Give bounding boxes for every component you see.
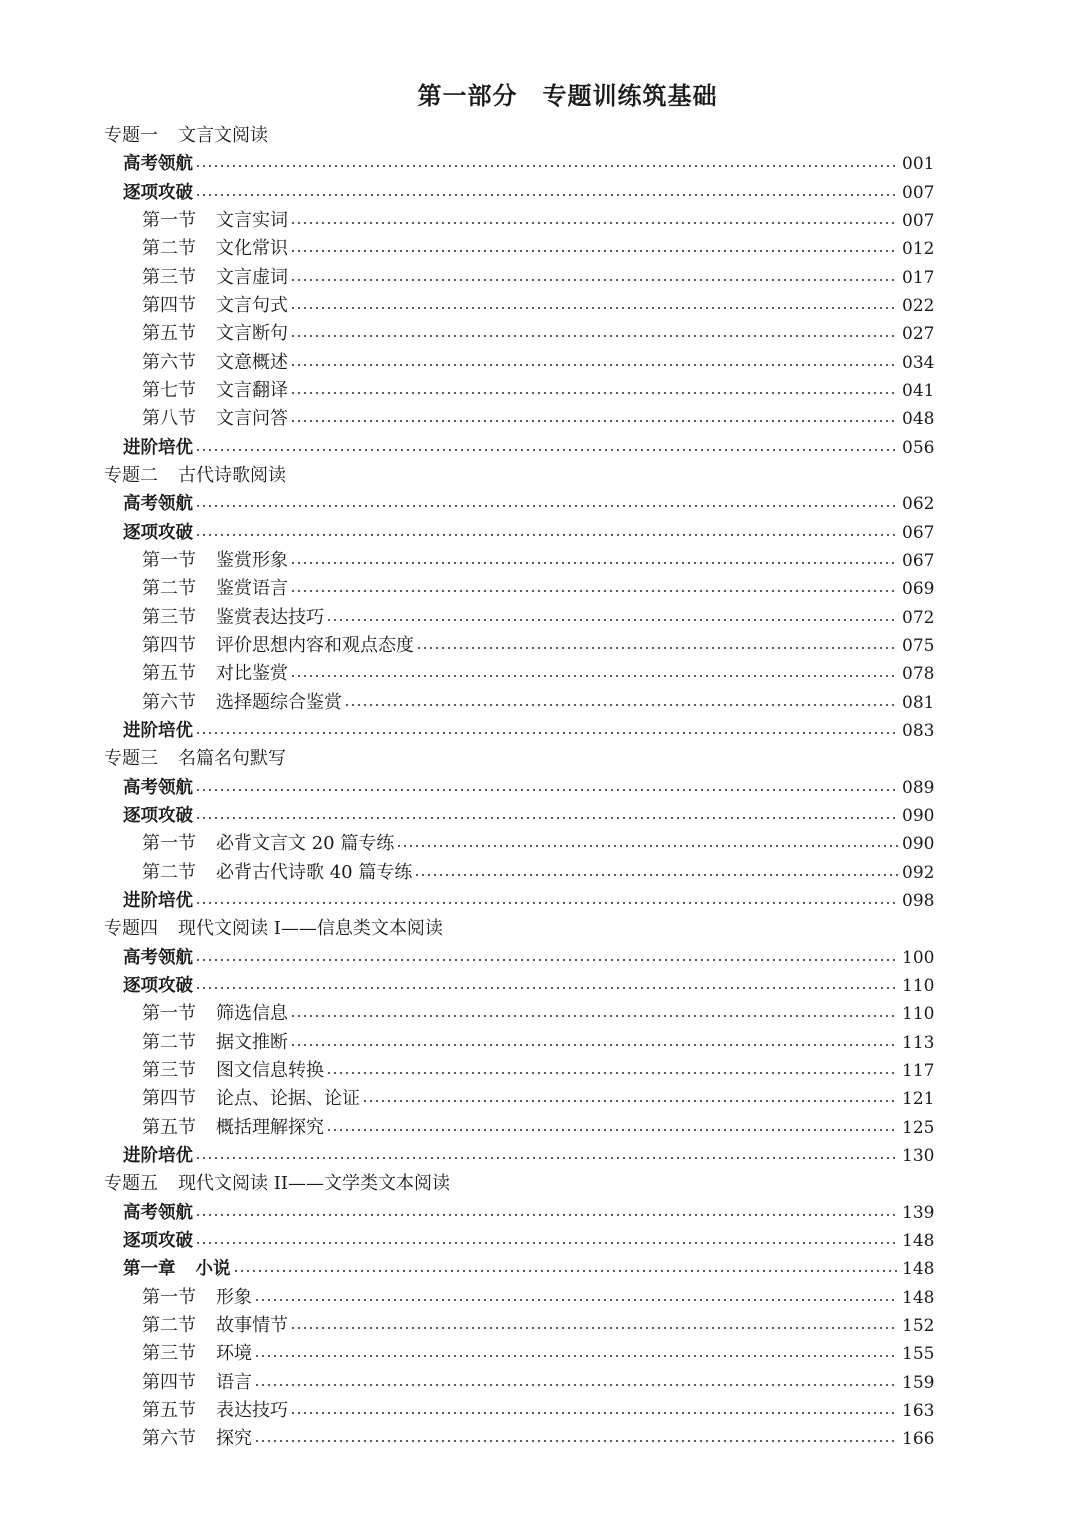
- section-heading-text: [104, 1170, 450, 1198]
- entry-label: [123, 1227, 193, 1255]
- section-number: 专题二: [104, 465, 158, 487]
- entry-title: 高考领航: [123, 154, 193, 175]
- page-number: 048: [902, 409, 935, 430]
- entry-number: 第六节: [142, 1428, 196, 1450]
- entry-label: [123, 519, 193, 547]
- page-number: 139: [902, 1202, 935, 1223]
- dot-leader: [290, 1015, 898, 1017]
- toc-entry-subsection[interactable]: [0, 1312, 1080, 1340]
- page-number: 092: [902, 862, 935, 883]
- entry-label: [123, 972, 193, 1000]
- entry-number: 第二节: [142, 1314, 196, 1336]
- entry-label: [142, 575, 288, 603]
- entry-label: [142, 320, 288, 348]
- dot-leader: [290, 1327, 898, 1329]
- entry-number: 第五节: [142, 323, 196, 345]
- entry-label: [142, 660, 288, 688]
- section-title: 现代文阅读 II——文学类文本阅读: [178, 1173, 450, 1195]
- section-number: 专题四: [104, 918, 158, 940]
- entry-label: [123, 1255, 231, 1283]
- toc-entry-subsection[interactable]: [0, 1368, 1080, 1396]
- entry-title: 进阶培优: [123, 891, 193, 912]
- entry-number: 第七节: [142, 380, 196, 402]
- entry-title: 语言: [216, 1371, 252, 1393]
- toc-entry[interactable]: [0, 490, 1080, 518]
- dot-leader: [233, 1270, 899, 1272]
- section-title: 古代诗歌阅读: [178, 465, 286, 487]
- entry-label: [123, 150, 193, 178]
- dot-leader: [414, 874, 898, 876]
- toc-section-heading[interactable]: [0, 462, 1080, 490]
- page-number: 110: [902, 976, 935, 996]
- entry-label: [142, 1085, 360, 1113]
- dot-leader: [290, 250, 898, 252]
- dot-leader: [290, 562, 898, 564]
- entry-title: 图文信息转换: [216, 1059, 324, 1081]
- entry-number: 第二节: [142, 861, 196, 883]
- toc-section-heading[interactable]: [0, 122, 1080, 150]
- entry-title: 鉴赏语言: [216, 578, 288, 600]
- page-number: 041: [902, 381, 935, 402]
- entry-label: [123, 717, 193, 745]
- entry-label: [123, 490, 193, 518]
- entry-number: 第四节: [142, 295, 196, 317]
- dot-leader: [344, 704, 898, 706]
- entry-number: 第八节: [142, 408, 196, 430]
- page-number: 056: [902, 437, 935, 458]
- dot-leader: [195, 1214, 898, 1216]
- entry-label: [123, 1142, 193, 1170]
- toc-entry-subsection[interactable]: [0, 377, 1080, 405]
- page-number: 148: [902, 1287, 935, 1308]
- dot-leader: [290, 1412, 898, 1414]
- entry-label: [142, 1284, 252, 1312]
- entry-label: [142, 235, 288, 263]
- page-number: 078: [902, 664, 935, 685]
- entry-label: [142, 405, 288, 433]
- toc-entry[interactable]: [0, 1255, 1080, 1283]
- entry-title: 鉴赏形象: [216, 550, 288, 572]
- page-number: 075: [902, 636, 935, 657]
- dot-leader: [195, 902, 898, 904]
- toc-entry-subsection[interactable]: [0, 1029, 1080, 1057]
- entry-title: 文意概述: [216, 351, 288, 373]
- page-number: 027: [902, 324, 935, 345]
- toc-entry-subsection[interactable]: [0, 660, 1080, 688]
- toc-entry[interactable]: [0, 519, 1080, 547]
- entry-title: 探究: [216, 1428, 252, 1450]
- page-number: 062: [902, 494, 935, 515]
- entry-label: [142, 830, 394, 858]
- section-number: 专题三: [104, 748, 158, 770]
- toc-entry[interactable]: [0, 717, 1080, 745]
- toc-section-heading[interactable]: [0, 915, 1080, 943]
- page-number: 017: [902, 267, 935, 288]
- entry-label: [142, 859, 412, 887]
- entry-title: 小说: [195, 1259, 231, 1280]
- dot-leader: [290, 335, 898, 337]
- entry-title: 高考领航: [123, 777, 193, 798]
- entry-title: 表达技巧: [216, 1399, 288, 1421]
- dot-leader: [416, 647, 898, 649]
- dot-leader: [195, 165, 898, 167]
- dot-leader: [195, 789, 898, 791]
- entry-number: 第四节: [142, 1088, 196, 1110]
- dot-leader: [290, 392, 898, 394]
- entry-title: 据文推断: [216, 1031, 288, 1053]
- page-title: 第一部分 专题训练筑基础: [417, 82, 718, 110]
- entry-number: 第二节: [142, 1031, 196, 1053]
- dot-leader: [290, 1044, 898, 1046]
- toc-entry-subsection[interactable]: [0, 320, 1080, 348]
- toc-entry[interactable]: [0, 802, 1080, 830]
- dot-leader: [326, 619, 898, 621]
- entry-title: 逐项攻破: [123, 976, 193, 996]
- entry-number: 第三节: [142, 606, 196, 628]
- entry-title: 环境: [216, 1343, 252, 1365]
- entry-label: [123, 179, 193, 207]
- entry-number: 第二节: [142, 578, 196, 600]
- toc-entry-subsection[interactable]: [0, 1085, 1080, 1113]
- toc-entry-subsection[interactable]: [0, 1000, 1080, 1028]
- toc-entry[interactable]: [0, 944, 1080, 972]
- dot-leader: [195, 987, 898, 989]
- dot-leader: [195, 534, 898, 536]
- entry-title: 逐项攻破: [123, 522, 193, 543]
- entry-title: 文言虚词: [216, 266, 288, 288]
- toc-section-heading[interactable]: [0, 1170, 1080, 1198]
- dot-leader: [195, 1157, 898, 1159]
- entry-title: 故事情节: [216, 1314, 288, 1336]
- entry-number: 第三节: [142, 1343, 196, 1365]
- entry-number: 第一节: [142, 833, 196, 855]
- entry-label: [142, 604, 324, 632]
- toc-entry-subsection[interactable]: [0, 264, 1080, 292]
- entry-number: 第五节: [142, 663, 196, 685]
- entry-label: [142, 1397, 288, 1425]
- entry-label: [123, 802, 193, 830]
- page-number: 117: [902, 1060, 935, 1081]
- page-number: 148: [902, 1259, 935, 1280]
- entry-number: 第一节: [142, 1003, 196, 1025]
- entry-number: 第六节: [142, 691, 196, 713]
- toc-entry-subsection[interactable]: [0, 405, 1080, 433]
- toc-entry[interactable]: [0, 1227, 1080, 1255]
- dot-leader: [254, 1299, 898, 1301]
- entry-title: 文言断句: [216, 323, 288, 345]
- entry-title: 高考领航: [123, 947, 193, 968]
- toc-entry-subsection[interactable]: [0, 1283, 1080, 1311]
- dot-leader: [195, 732, 898, 734]
- dot-leader: [326, 1129, 898, 1131]
- entry-title: 概括理解探究: [216, 1116, 324, 1138]
- toc-entry-subsection[interactable]: [0, 1340, 1080, 1368]
- toc-entry-subsection[interactable]: [0, 575, 1080, 603]
- entry-title: 论点、论据、论证: [216, 1088, 360, 1110]
- dot-leader: [290, 364, 898, 366]
- page-number: 067: [902, 551, 935, 572]
- section-title: 现代文阅读 I——信息类文本阅读: [178, 918, 443, 940]
- toc-entry[interactable]: [0, 1142, 1080, 1170]
- entry-title: 文言翻译: [216, 380, 288, 402]
- toc-entry[interactable]: [0, 434, 1080, 462]
- page-number: 121: [902, 1089, 935, 1110]
- entry-label: [123, 944, 193, 972]
- entry-label: [142, 207, 288, 235]
- entry-title: 文言问答: [216, 408, 288, 430]
- entry-number: 第一节: [142, 1286, 196, 1308]
- page-number: 069: [902, 579, 935, 600]
- page-number: 098: [902, 891, 935, 912]
- toc-entry-subsection[interactable]: [0, 1397, 1080, 1425]
- section-title: 名篇名句默写: [178, 748, 286, 770]
- toc-entry[interactable]: [0, 972, 1080, 1000]
- toc-section-heading[interactable]: [0, 745, 1080, 773]
- entry-label: [142, 292, 288, 320]
- entry-label: [142, 264, 288, 292]
- entry-title: 鉴赏表达技巧: [216, 606, 324, 628]
- toc-entry[interactable]: [0, 150, 1080, 178]
- toc-entry[interactable]: [0, 179, 1080, 207]
- page-number: 100: [902, 947, 935, 968]
- page-number: 007: [902, 182, 935, 203]
- dot-leader: [195, 959, 898, 961]
- entry-title: 对比鉴赏: [216, 663, 288, 685]
- dot-leader: [195, 1242, 898, 1244]
- toc-entry-subsection[interactable]: [0, 1057, 1080, 1085]
- entry-title: 文言句式: [216, 295, 288, 317]
- toc-entry-subsection[interactable]: [0, 1425, 1080, 1453]
- entry-label: [142, 689, 342, 717]
- entry-title: 筛选信息: [216, 1003, 288, 1025]
- dot-leader: [195, 449, 898, 451]
- toc-entry-subsection[interactable]: [0, 235, 1080, 263]
- entry-title: 必背古代诗歌 40 篇专练: [216, 861, 413, 883]
- toc-entry-subsection[interactable]: [0, 207, 1080, 235]
- section-title: 文言文阅读: [178, 125, 268, 147]
- page-number: 067: [902, 522, 935, 543]
- entry-title: 文言实词: [216, 210, 288, 232]
- toc-entry-subsection[interactable]: [0, 292, 1080, 320]
- entry-label: [142, 349, 288, 377]
- dot-leader: [326, 1072, 898, 1074]
- toc-entry[interactable]: [0, 774, 1080, 802]
- entry-title: 文化常识: [216, 238, 288, 260]
- dot-leader: [195, 817, 898, 819]
- dot-leader: [290, 307, 898, 309]
- entry-title: 逐项攻破: [123, 1230, 193, 1251]
- page-number: 072: [902, 607, 935, 628]
- section-heading-text: [104, 462, 286, 490]
- toc-entry-subsection[interactable]: [0, 830, 1080, 858]
- section-number: 专题一: [104, 125, 158, 147]
- entry-title: 评价思想内容和观点态度: [216, 635, 414, 657]
- section-number: 专题五: [104, 1173, 158, 1195]
- entry-number: 第二节: [142, 238, 196, 260]
- entry-number: 第一节: [142, 550, 196, 572]
- entry-title: 形象: [216, 1286, 252, 1308]
- entry-number: 第三节: [142, 266, 196, 288]
- page-number: 163: [902, 1400, 935, 1421]
- dot-leader: [362, 1100, 898, 1102]
- entry-title: 高考领航: [123, 494, 193, 515]
- page-number: 022: [902, 296, 935, 317]
- entry-number: 第三节: [142, 1059, 196, 1081]
- page-number: 159: [902, 1372, 935, 1393]
- dot-leader: [195, 505, 898, 507]
- page-number: 001: [902, 154, 935, 175]
- page-number: 034: [902, 352, 935, 373]
- page-number: 012: [902, 239, 935, 260]
- entry-title: 进阶培优: [123, 437, 193, 458]
- toc-entry-subsection[interactable]: [0, 547, 1080, 575]
- toc-entry-subsection[interactable]: [0, 632, 1080, 660]
- dot-leader: [290, 279, 898, 281]
- toc-entry-subsection[interactable]: [0, 604, 1080, 632]
- dot-leader: [254, 1355, 898, 1357]
- toc-entry[interactable]: [0, 1198, 1080, 1226]
- toc-entry-subsection[interactable]: [0, 1113, 1080, 1141]
- page-number: 083: [902, 721, 935, 742]
- toc-entry-subsection[interactable]: [0, 349, 1080, 377]
- entry-number: 第五节: [142, 1116, 196, 1138]
- entry-label: [142, 1425, 252, 1453]
- entry-title: 进阶培优: [123, 721, 193, 742]
- entry-label: [142, 1114, 324, 1142]
- entry-label: [142, 1340, 252, 1368]
- entry-label: [142, 1029, 288, 1057]
- dot-leader: [290, 222, 898, 224]
- entry-title: 高考领航: [123, 1202, 193, 1223]
- section-heading-text: [104, 122, 268, 150]
- page-number: 090: [902, 806, 935, 827]
- dot-leader: [396, 845, 898, 847]
- page-number: 110: [902, 1004, 935, 1025]
- page-number: 166: [902, 1429, 935, 1450]
- page-number: 152: [902, 1315, 935, 1336]
- entry-label: [142, 1369, 252, 1397]
- page-number: 125: [902, 1117, 935, 1138]
- entry-label: [123, 774, 193, 802]
- page-number: 081: [902, 692, 935, 713]
- table-of-contents: [0, 122, 1080, 1453]
- entry-title: 逐项攻破: [123, 806, 193, 827]
- page-number: 155: [902, 1344, 935, 1365]
- entry-title: 必背文言文 20 篇专练: [216, 833, 395, 855]
- entry-title: 进阶培优: [123, 1145, 193, 1166]
- dot-leader: [290, 590, 898, 592]
- entry-number: 第四节: [142, 635, 196, 657]
- entry-title: 选择题综合鉴赏: [216, 691, 342, 713]
- entry-label: [142, 377, 288, 405]
- entry-number: 第六节: [142, 351, 196, 373]
- entry-label: [123, 1199, 193, 1227]
- entry-label: [123, 887, 193, 915]
- entry-number: 第四节: [142, 1371, 196, 1393]
- entry-number: 第一节: [142, 210, 196, 232]
- entry-title: 逐项攻破: [123, 182, 193, 203]
- entry-label: [142, 1057, 324, 1085]
- dot-leader: [254, 1440, 898, 1442]
- dot-leader: [290, 675, 898, 677]
- entry-label: [142, 547, 288, 575]
- page-number: 148: [902, 1230, 935, 1251]
- page-number: 113: [902, 1032, 935, 1053]
- page-number: 090: [902, 834, 935, 855]
- entry-label: [142, 632, 414, 660]
- toc-entry[interactable]: [0, 887, 1080, 915]
- page-number: 007: [902, 211, 935, 232]
- entry-label: [142, 1000, 288, 1028]
- toc-entry-subsection[interactable]: [0, 689, 1080, 717]
- section-heading-text: [104, 745, 286, 773]
- toc-entry-subsection[interactable]: [0, 859, 1080, 887]
- entry-number: 第一章: [123, 1259, 176, 1280]
- entry-label: [123, 434, 193, 462]
- dot-leader: [195, 194, 898, 196]
- page-number: 089: [902, 777, 935, 798]
- entry-label: [142, 1312, 288, 1340]
- page-number: 130: [902, 1145, 935, 1166]
- dot-leader: [290, 420, 898, 422]
- entry-number: 第五节: [142, 1399, 196, 1421]
- section-heading-text: [104, 915, 443, 943]
- dot-leader: [254, 1384, 898, 1386]
